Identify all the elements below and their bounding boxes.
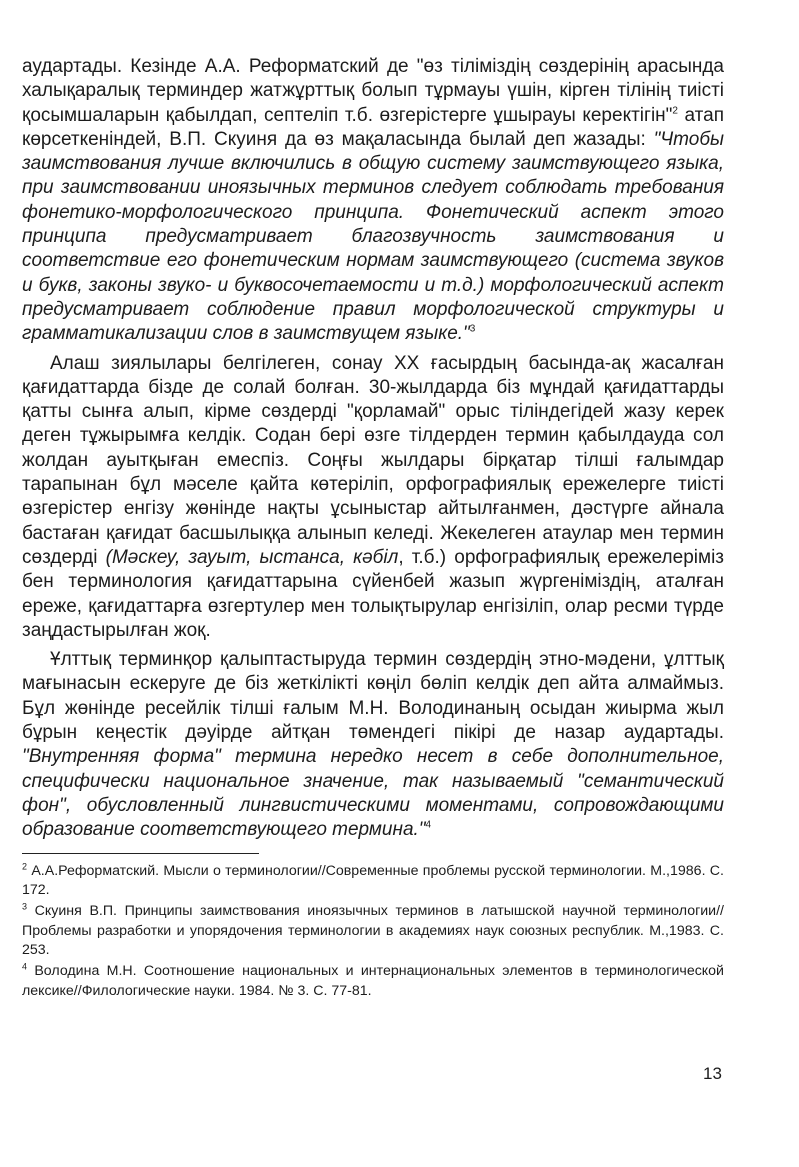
italic-quote: (Мәскеу, зауыт, ыстанса, кәбіл — [105, 546, 399, 568]
text-run: Алаш зиялылары белгілеген, сонау ХХ ғасырдың басында-ақ жасалған қағидаттарда бізде де солай болған. 30-жылдарда біз мұндай қағидаттарды қатты сынға алып, кірме сөздерді "қорламай" орыс тіліндегідей жазу керек деген тұжырымға келдік. Содан бері өзге тілдерден термин қабылдауда сол жолдан ауытқыған емеспіз. Соңғы жылдары бірқатар тілші ғалымдар тарапынан бұл мәселе қайта көтеріліп, орфографиялық ережелерге тиісті өзгерістер енгізу жөнінде нақты ұсыныстар айтылғанмен, дәстүрге айнала бастаған қағидат басшылыққа алынып келеді. Жекелеген атаулар мен термин сөздерді — [22, 352, 724, 568]
italic-quote: "Чтобы заимствования лучше включились в общую систему заимствующего языка, при заимствовании иноязычных терминов следует соблюдать требования фонетико-морфологического принципа. Фонетический аспект этого принципа предусматривает благозвучность заимствования и соответствие его фонетическим нормам заимствующего (система звуков и букв, законы звуко- и буквосочетаемости и т.д.) морфологический аспект предусматривает соблюдение правил морфологической структуры и грамматикализации слов в заимствущем языке." — [22, 128, 724, 345]
paragraph-terminqor — [22, 648, 724, 842]
italic-quote: "Внутренняя форма" термина нередко несет в себе дополнительное, специфически национальное значение, так называемый "семантический фон", обусловленный лингвистическими моментами, сопровождающими образование соответствующего термина." — [22, 746, 724, 841]
paragraph-alash — [22, 352, 724, 644]
footnotes — [22, 862, 724, 1002]
footnote-reference: 3 — [469, 323, 476, 335]
footnote-marker: 2 — [22, 860, 28, 871]
footnote-marker: 3 — [22, 901, 28, 912]
footnote-marker: 4 — [22, 961, 28, 972]
footnote-text: Скуиня В.П. Принципы заимствования иноязычных терминов в латышской научной терминологии//Проблемы разработки и упорядочения терминологии в академиях наук союзных республик. М.,1983. С. 253. — [22, 902, 724, 959]
page-body — [22, 55, 724, 1002]
footnote-text: А.А.Реформатский. Мысли о терминологии//Современные проблемы русской терминологии. М.,1986. С. 172. — [22, 862, 724, 899]
text-run: Ұлттық терминқор қалыптастыруда термин сөздердің этно-мәдени, ұлттық мағынасын ескеруге де біз жеткілікті көңіл бөліп келдік деп айта алмаймыз. Бұл жөнінде ресейлік тілші ғалым М.Н. Володинаның осыдан жиырма жыл бұрын кеңестік дәуірде айтқан төмендегі пікірі де назар аудартады. — [22, 649, 724, 744]
footnote-text: Володина М.Н. Соотношение национальных и интернациональных элементов в терминологической лексике//Филологические науки. 1984. № 3. С. 77-81. — [22, 963, 724, 999]
footnote-reference: 4 — [425, 819, 432, 831]
text-run: аудартады. Кезінде А.А. Реформатский де "өз тіліміздің сөздерінің арасында халықаралық терминдер жатжұрттық болып тұрмауы үшін, кірген тілінің тиісті қосымшаларын қабылдап, септеліп т.б. өзгерістерге ұшырауы керектігін" — [22, 56, 724, 126]
footnote-separator — [22, 853, 259, 854]
footnote-reference: 2 — [672, 105, 678, 117]
footnote-2 — [22, 862, 724, 901]
page-number: 13 — [703, 1064, 722, 1083]
text-run: атап көрсеткеніндей, В.П. Скуиня да өз мақаласында былай деп жазады: — [22, 104, 724, 150]
main-text — [22, 55, 724, 843]
text-run: , т.б.) орфографиялық ережелеріміз бен терминология қағидаттарына сүйенбей жазып жүргеніміздің, аталған ереже, қағидаттарға өзгертулер мен толықтырулар енгізіліп, олар ресми түрде заңдастырылған жоқ. — [22, 546, 724, 641]
footnote-3 — [22, 902, 724, 961]
footnote-4 — [22, 962, 724, 1001]
paragraph-continued — [22, 55, 724, 347]
